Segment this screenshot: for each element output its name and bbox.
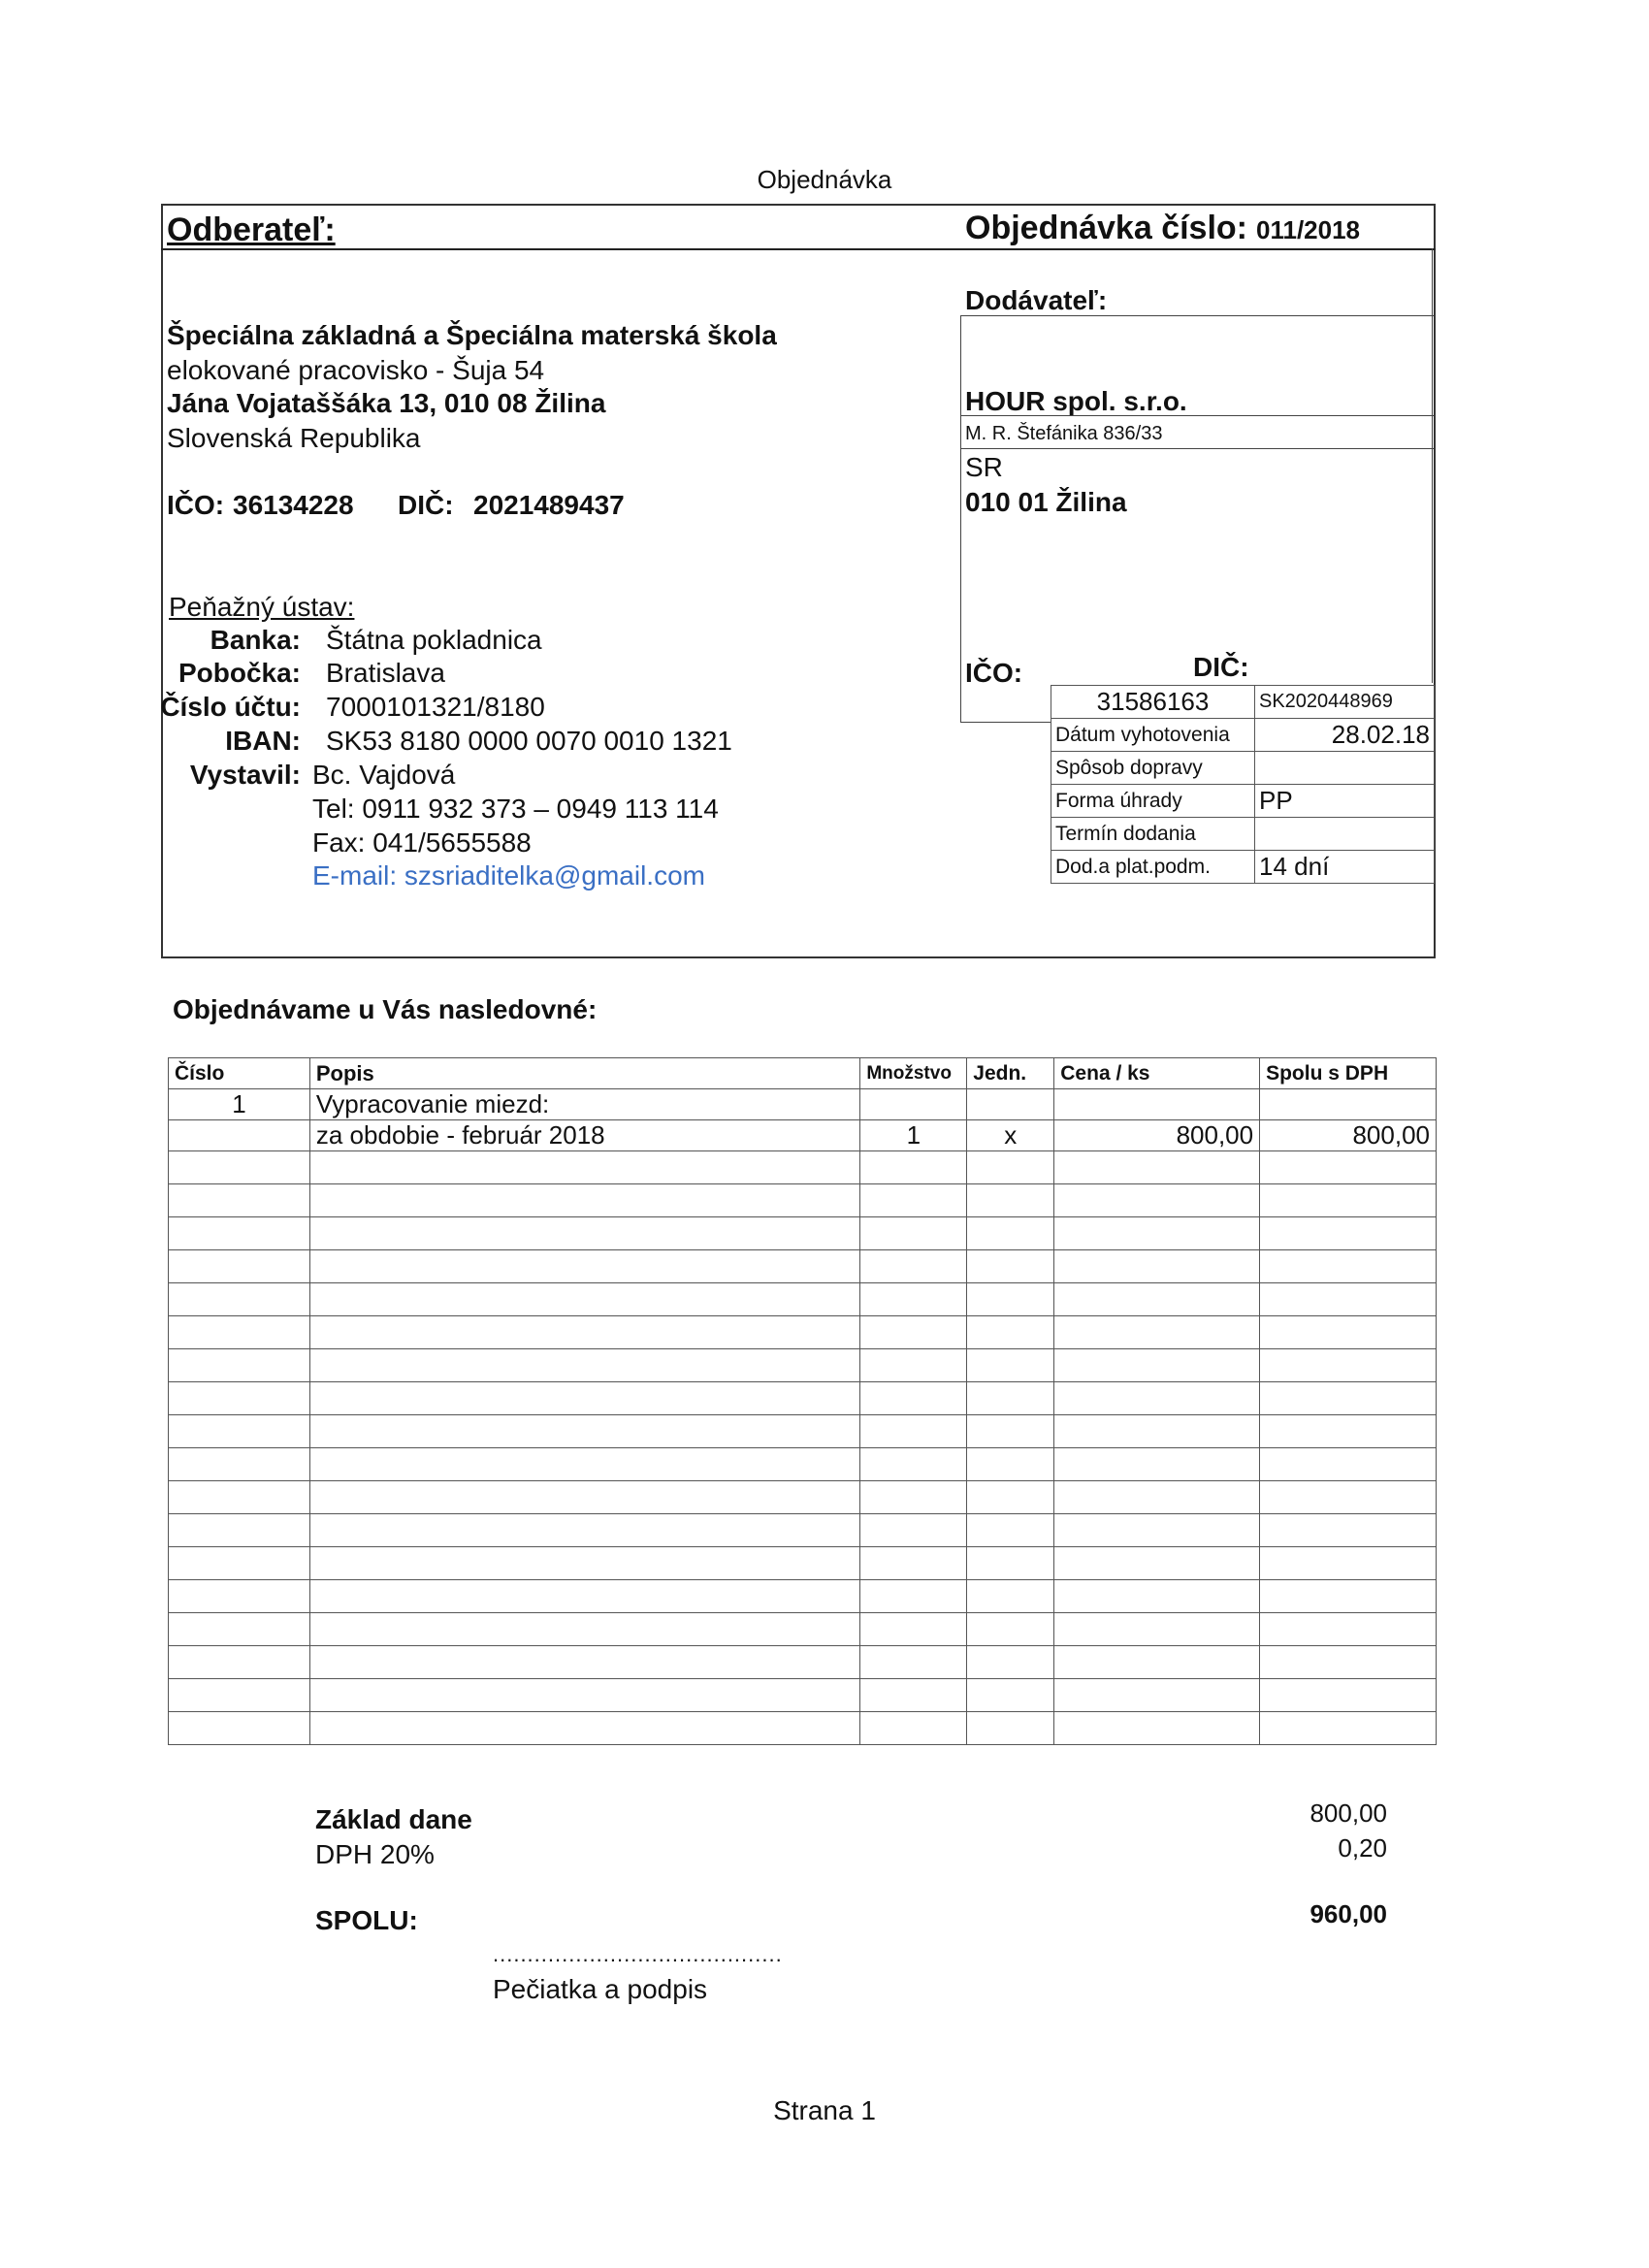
empty-cell	[1054, 1481, 1260, 1514]
fax-value: Fax: 041/5655588	[312, 827, 532, 858]
empty-cell	[309, 1712, 859, 1745]
empty-cell	[1054, 1349, 1260, 1382]
cell-cena: 800,00	[1054, 1120, 1260, 1151]
supplier-ids-row	[1051, 686, 1435, 719]
items-header-row	[169, 1058, 1437, 1089]
info-label: Spôsob dopravy	[1051, 752, 1255, 785]
items-table	[168, 1057, 1437, 1745]
table-row-empty	[169, 1679, 1437, 1712]
cell-cislo: 1	[169, 1089, 310, 1120]
empty-cell	[1260, 1514, 1437, 1547]
empty-cell	[309, 1316, 859, 1349]
empty-cell	[1054, 1646, 1260, 1679]
empty-cell	[967, 1514, 1054, 1547]
empty-cell	[967, 1283, 1054, 1316]
bank-label: Banka:	[210, 625, 301, 655]
supplier-left-line	[960, 315, 961, 723]
supplier-bottom-stub	[960, 722, 1051, 723]
empty-cell	[1260, 1481, 1437, 1514]
empty-cell	[169, 1580, 310, 1613]
empty-cell	[169, 1481, 310, 1514]
supplier-street: M. R. Štefánika 836/33	[965, 423, 1163, 444]
empty-cell	[860, 1349, 967, 1382]
cell-popis: Vypracovanie miezd:	[309, 1089, 859, 1120]
empty-cell	[860, 1151, 967, 1184]
empty-cell	[1054, 1184, 1260, 1217]
empty-cell	[967, 1217, 1054, 1250]
cell-spolu	[1260, 1089, 1437, 1120]
table-row-empty	[169, 1547, 1437, 1580]
empty-cell	[309, 1547, 859, 1580]
empty-cell	[1054, 1580, 1260, 1613]
empty-cell	[967, 1448, 1054, 1481]
col-mnozstvo: Množstvo	[860, 1058, 967, 1089]
supplier-dic: SK2020448969	[1255, 686, 1435, 719]
bank-value: Štátna pokladnica	[326, 625, 542, 655]
empty-cell	[860, 1250, 967, 1283]
supplier-ico: 31586163	[1051, 686, 1255, 719]
table-row-empty	[169, 1382, 1437, 1415]
empty-cell	[1054, 1415, 1260, 1448]
table-row-empty	[169, 1481, 1437, 1514]
page-footer: Strana 1	[773, 2095, 876, 2125]
empty-cell	[967, 1415, 1054, 1448]
empty-cell	[1260, 1448, 1437, 1481]
customer-dic-label: DIČ:	[398, 490, 454, 520]
info-label: Dod.a plat.podm.	[1051, 851, 1255, 884]
empty-cell	[1260, 1382, 1437, 1415]
info-value	[1255, 818, 1435, 851]
empty-cell	[860, 1184, 967, 1217]
signature-dots: ..........................................	[493, 1942, 783, 1966]
table-row-empty	[169, 1580, 1437, 1613]
customer-dic: 2021489437	[473, 490, 625, 520]
empty-cell	[1260, 1349, 1437, 1382]
empty-cell	[860, 1580, 967, 1613]
empty-cell	[860, 1316, 967, 1349]
empty-cell	[967, 1679, 1054, 1712]
total-value: 960,00	[1310, 1899, 1387, 1928]
empty-cell	[860, 1217, 967, 1250]
empty-cell	[967, 1547, 1054, 1580]
empty-cell	[1260, 1679, 1437, 1712]
empty-cell	[860, 1679, 967, 1712]
empty-cell	[1054, 1382, 1260, 1415]
supplier-name: HOUR spol. s.r.o.	[965, 386, 1187, 416]
empty-cell	[169, 1250, 310, 1283]
empty-cell	[309, 1580, 859, 1613]
empty-cell	[169, 1547, 310, 1580]
empty-cell	[309, 1613, 859, 1646]
empty-cell	[309, 1646, 859, 1679]
supplier-street-line	[960, 448, 1434, 449]
empty-cell	[967, 1481, 1054, 1514]
empty-cell	[169, 1382, 310, 1415]
empty-cell	[967, 1712, 1054, 1745]
customer-address: Jána Vojataššáka 13, 010 08 Žilina	[167, 388, 606, 418]
cell-cislo	[169, 1120, 310, 1151]
empty-cell	[967, 1646, 1054, 1679]
base-value: 800,00	[1310, 1798, 1387, 1828]
header-divider	[161, 248, 1436, 250]
table-row	[169, 1089, 1437, 1120]
empty-cell	[860, 1415, 967, 1448]
empty-cell	[1260, 1613, 1437, 1646]
empty-cell	[967, 1349, 1054, 1382]
empty-cell	[309, 1514, 859, 1547]
empty-cell	[1054, 1679, 1260, 1712]
empty-cell	[860, 1448, 967, 1481]
empty-cell	[1054, 1250, 1260, 1283]
cell-mnozstvo: 1	[860, 1120, 967, 1151]
empty-cell	[169, 1448, 310, 1481]
email-link[interactable]: E-mail: szsriaditelka@gmail.com	[312, 860, 705, 891]
iban-label: IBAN:	[225, 726, 301, 756]
customer-ico: 36134228	[233, 490, 354, 520]
empty-cell	[967, 1250, 1054, 1283]
issued-label: Vystavil:	[189, 760, 301, 790]
empty-cell	[169, 1217, 310, 1250]
supplier-name-line	[960, 415, 1434, 416]
customer-name: Špeciálna základná a Špeciálna materská škola	[167, 320, 777, 350]
supplier-label: Dodávateľ:	[965, 285, 1108, 315]
tel-value: Tel: 0911 932 373 – 0949 113 114	[312, 794, 719, 824]
empty-cell	[1054, 1151, 1260, 1184]
account-label: Číslo účtu:	[160, 692, 301, 722]
empty-cell	[309, 1250, 859, 1283]
empty-cell	[169, 1613, 310, 1646]
empty-cell	[860, 1547, 967, 1580]
empty-cell	[1260, 1415, 1437, 1448]
empty-cell	[1054, 1217, 1260, 1250]
empty-cell	[1260, 1547, 1437, 1580]
empty-cell	[309, 1151, 859, 1184]
supplier-dic-label: DIČ:	[1193, 652, 1249, 682]
issued-value: Bc. Vajdová	[312, 760, 456, 790]
empty-cell	[860, 1712, 967, 1745]
empty-cell	[860, 1382, 967, 1415]
empty-cell	[169, 1316, 310, 1349]
empty-cell	[1054, 1514, 1260, 1547]
info-row	[1051, 719, 1435, 752]
empty-cell	[169, 1646, 310, 1679]
table-row-empty	[169, 1349, 1437, 1382]
customer-country: Slovenská Republika	[167, 423, 421, 453]
empty-cell	[1260, 1316, 1437, 1349]
table-row-empty	[169, 1316, 1437, 1349]
table-row-empty	[169, 1217, 1437, 1250]
document-title: Objednávka	[757, 165, 892, 194]
empty-cell	[169, 1514, 310, 1547]
empty-cell	[1054, 1448, 1260, 1481]
table-row-empty	[169, 1283, 1437, 1316]
empty-cell	[309, 1382, 859, 1415]
empty-cell	[967, 1382, 1054, 1415]
order-intro: Objednávame u Vás nasledovné:	[173, 994, 598, 1024]
col-spolu: Spolu s DPH	[1260, 1058, 1437, 1089]
cell-mnozstvo	[860, 1089, 967, 1120]
empty-cell	[309, 1184, 859, 1217]
table-row-empty	[169, 1646, 1437, 1679]
table-row-empty	[169, 1613, 1437, 1646]
info-row	[1051, 818, 1435, 851]
table-row	[169, 1120, 1437, 1151]
empty-cell	[967, 1613, 1054, 1646]
empty-cell	[1260, 1217, 1437, 1250]
empty-cell	[1054, 1712, 1260, 1745]
supplier-right-line	[1432, 248, 1433, 683]
empty-cell	[860, 1514, 967, 1547]
table-row-empty	[169, 1250, 1437, 1283]
info-row	[1051, 851, 1435, 884]
order-number: 011/2018	[1256, 215, 1361, 244]
info-value: PP	[1255, 785, 1435, 818]
info-label: Termín dodania	[1051, 818, 1255, 851]
empty-cell	[967, 1184, 1054, 1217]
vat-value: 0,20	[1338, 1833, 1387, 1863]
cell-popis: za obdobie - február 2018	[309, 1120, 859, 1151]
empty-cell	[1054, 1283, 1260, 1316]
empty-cell	[967, 1151, 1054, 1184]
account-value: 7000101321/8180	[326, 692, 545, 722]
info-value: 28.02.18	[1255, 719, 1435, 752]
empty-cell	[309, 1679, 859, 1712]
empty-cell	[967, 1580, 1054, 1613]
empty-rows	[169, 1151, 1437, 1745]
cell-jedn	[967, 1089, 1054, 1120]
empty-cell	[860, 1481, 967, 1514]
supplier-country: SR	[965, 452, 1003, 482]
table-row-empty	[169, 1151, 1437, 1184]
bank-section-label: Peňažný ústav:	[169, 592, 355, 622]
branch-label: Pobočka:	[178, 658, 301, 688]
empty-cell	[860, 1283, 967, 1316]
iban-value: SK53 8180 0000 0070 0010 1321	[326, 726, 732, 756]
supplier-top-line	[960, 315, 1434, 316]
odberatel-label: Odberateľ:	[167, 211, 336, 248]
table-row-empty	[169, 1415, 1437, 1448]
empty-cell	[309, 1349, 859, 1382]
empty-cell	[309, 1217, 859, 1250]
empty-cell	[309, 1415, 859, 1448]
col-cena: Cena / ks	[1054, 1058, 1260, 1089]
col-popis: Popis	[309, 1058, 859, 1089]
empty-cell	[1260, 1184, 1437, 1217]
empty-cell	[309, 1283, 859, 1316]
empty-cell	[1260, 1283, 1437, 1316]
empty-cell	[1260, 1712, 1437, 1745]
empty-cell	[309, 1448, 859, 1481]
vat-label: DPH 20%	[315, 1839, 435, 1869]
col-cislo: Číslo	[169, 1058, 310, 1089]
info-label: Forma úhrady	[1051, 785, 1255, 818]
cell-jedn: x	[967, 1120, 1054, 1151]
order-label: Objednávka číslo:	[965, 210, 1247, 246]
cell-spolu: 800,00	[1260, 1120, 1437, 1151]
table-row-empty	[169, 1712, 1437, 1745]
info-table	[1051, 685, 1435, 884]
cell-cena	[1054, 1089, 1260, 1120]
empty-cell	[1054, 1613, 1260, 1646]
empty-cell	[967, 1316, 1054, 1349]
empty-cell	[169, 1415, 310, 1448]
empty-cell	[1260, 1151, 1437, 1184]
empty-cell	[1260, 1646, 1437, 1679]
info-value	[1255, 752, 1435, 785]
customer-ico-label: IČO:	[167, 490, 225, 520]
signature-label: Pečiatka a podpis	[493, 1974, 708, 2004]
empty-cell	[169, 1712, 310, 1745]
empty-cell	[860, 1646, 967, 1679]
base-label: Základ dane	[315, 1804, 472, 1834]
empty-cell	[1054, 1316, 1260, 1349]
table-row-empty	[169, 1184, 1437, 1217]
table-row-empty	[169, 1448, 1437, 1481]
info-label: Dátum vyhotovenia	[1051, 719, 1255, 752]
supplier-ico-label: IČO:	[965, 658, 1023, 688]
empty-cell	[1260, 1250, 1437, 1283]
branch-value: Bratislava	[326, 658, 445, 688]
empty-cell	[169, 1349, 310, 1382]
customer-line2: elokované pracovisko - Šuja 54	[167, 355, 545, 385]
supplier-city: 010 01 Žilina	[965, 487, 1127, 517]
table-row-empty	[169, 1514, 1437, 1547]
info-row	[1051, 785, 1435, 818]
empty-cell	[169, 1283, 310, 1316]
empty-cell	[1260, 1580, 1437, 1613]
empty-cell	[169, 1184, 310, 1217]
empty-cell	[1054, 1547, 1260, 1580]
empty-cell	[169, 1151, 310, 1184]
empty-cell	[860, 1613, 967, 1646]
col-jedn: Jedn.	[967, 1058, 1054, 1089]
info-value: 14 dní	[1255, 851, 1435, 884]
empty-cell	[169, 1679, 310, 1712]
info-row	[1051, 752, 1435, 785]
total-label: SPOLU:	[315, 1905, 418, 1935]
empty-cell	[309, 1481, 859, 1514]
